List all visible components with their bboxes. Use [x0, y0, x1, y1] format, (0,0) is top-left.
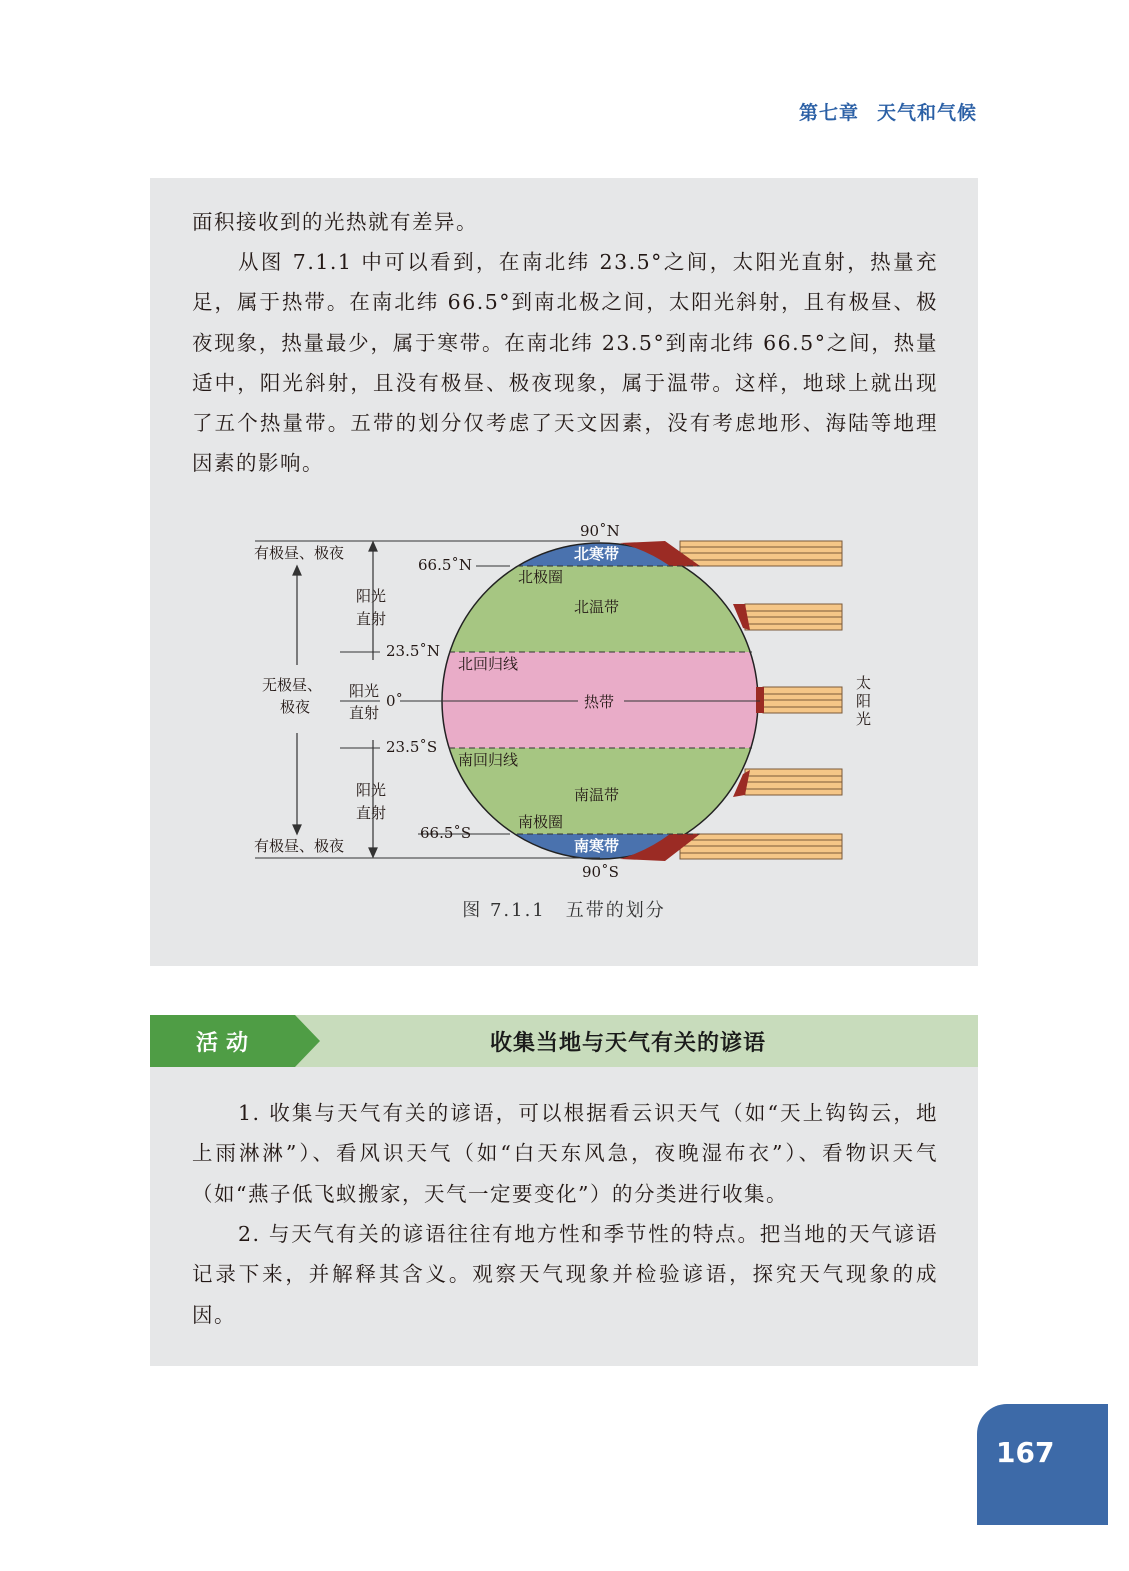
activity-title: 收集当地与天气有关的谚语 [490, 1031, 767, 1056]
label-sun-direct-bot-1: 阳光 [356, 781, 387, 799]
label-equator: 0˚ [386, 692, 404, 710]
page-number: 167 [996, 1436, 1055, 1469]
text-panel [150, 178, 978, 966]
label-antarctic-circle: 南极圈 [518, 813, 564, 831]
activity-tag: 活动 [196, 1031, 257, 1056]
activity-header [150, 1015, 978, 1067]
activity-item-1: 1. 收集与天气有关的谚语，可以根据看云识天气（如“天上钩钩云，地上雨淋淋”）、看风识天气（如“白天东风急，夜晚湿布衣”）、看物识天气（如“燕子低飞蚁搬家，天气一定要变化”）的分类进行收集。 [192, 1101, 938, 1206]
label-south-temperate: 南温带 [574, 786, 620, 804]
label-sun-direct-mid-2: 直射 [349, 704, 380, 722]
label-235s: 23.5˚S [386, 738, 438, 756]
label-tropic-cancer: 北回归线 [458, 655, 519, 673]
label-torrid: 热带 [584, 693, 615, 711]
label-polar-bottom: 有极昼、极夜 [254, 837, 345, 855]
chapter-header [799, 98, 977, 125]
label-arctic-circle: 北极圈 [518, 568, 564, 586]
label-north-frigid: 北寒带 [574, 545, 620, 563]
label-sunlight-2: 阳 [856, 692, 872, 710]
figure-caption: 图 7.1.1 五带的划分 [462, 900, 666, 921]
label-sun-direct-top-2: 直射 [356, 610, 387, 628]
label-sun-direct-top-1: 阳光 [356, 587, 387, 605]
chapter-title: 天气和气候 [876, 102, 977, 124]
label-90s: 90˚S [582, 863, 619, 881]
label-sunlight-3: 光 [856, 710, 872, 728]
page-number-tab [977, 1404, 1108, 1525]
chapter-number: 第七章 [798, 102, 859, 124]
activity-panel [150, 1067, 978, 1366]
label-90n: 90˚N [580, 522, 620, 540]
label-sun-direct-bot-2: 直射 [356, 804, 387, 822]
label-north-temperate: 北温带 [574, 598, 620, 616]
label-tropic-capricorn: 南回归线 [458, 751, 519, 769]
label-no-polar-2: 极夜 [280, 698, 311, 716]
label-sunlight-1: 太 [856, 674, 872, 692]
label-sun-direct-mid-1: 阳光 [349, 682, 380, 700]
five-zones-diagram [250, 520, 872, 881]
label-no-polar-1: 无极昼、 [262, 676, 323, 694]
label-235n: 23.5˚N [386, 642, 441, 660]
paragraph-1: 面积接收到的光热就有差异。 [192, 210, 478, 234]
activity-item-2: 2. 与天气有关的谚语往往有地方性和季节性的特点。把当地的天气谚语记录下来，并解释其含义。观察天气现象并检验谚语，探究天气现象的成因。 [192, 1222, 938, 1327]
label-polar-top: 有极昼、极夜 [254, 544, 345, 562]
label-66s: 66.5˚S [420, 824, 472, 842]
label-south-frigid: 南寒带 [574, 837, 620, 855]
paragraph-2: 从图 7.1.1 中可以看到，在南北纬 23.5°之间，太阳光直射，热量充足，属于热带。在南北纬 66.5°到南北极之间，太阳光斜射，且有极昼、极夜现象，热量最少，属于寒带。在南北纬 23.5°到南北纬 66.5°之间，热量适中，阳光斜射，且没有极昼、极夜现象，属于温带。这样，地球上就出现了五个热量带。五带的划分仅考虑了天文因素，没有考虑地形、海陆等地理因素的影响。 [192, 250, 938, 476]
label-66n: 66.5˚N [418, 556, 473, 574]
